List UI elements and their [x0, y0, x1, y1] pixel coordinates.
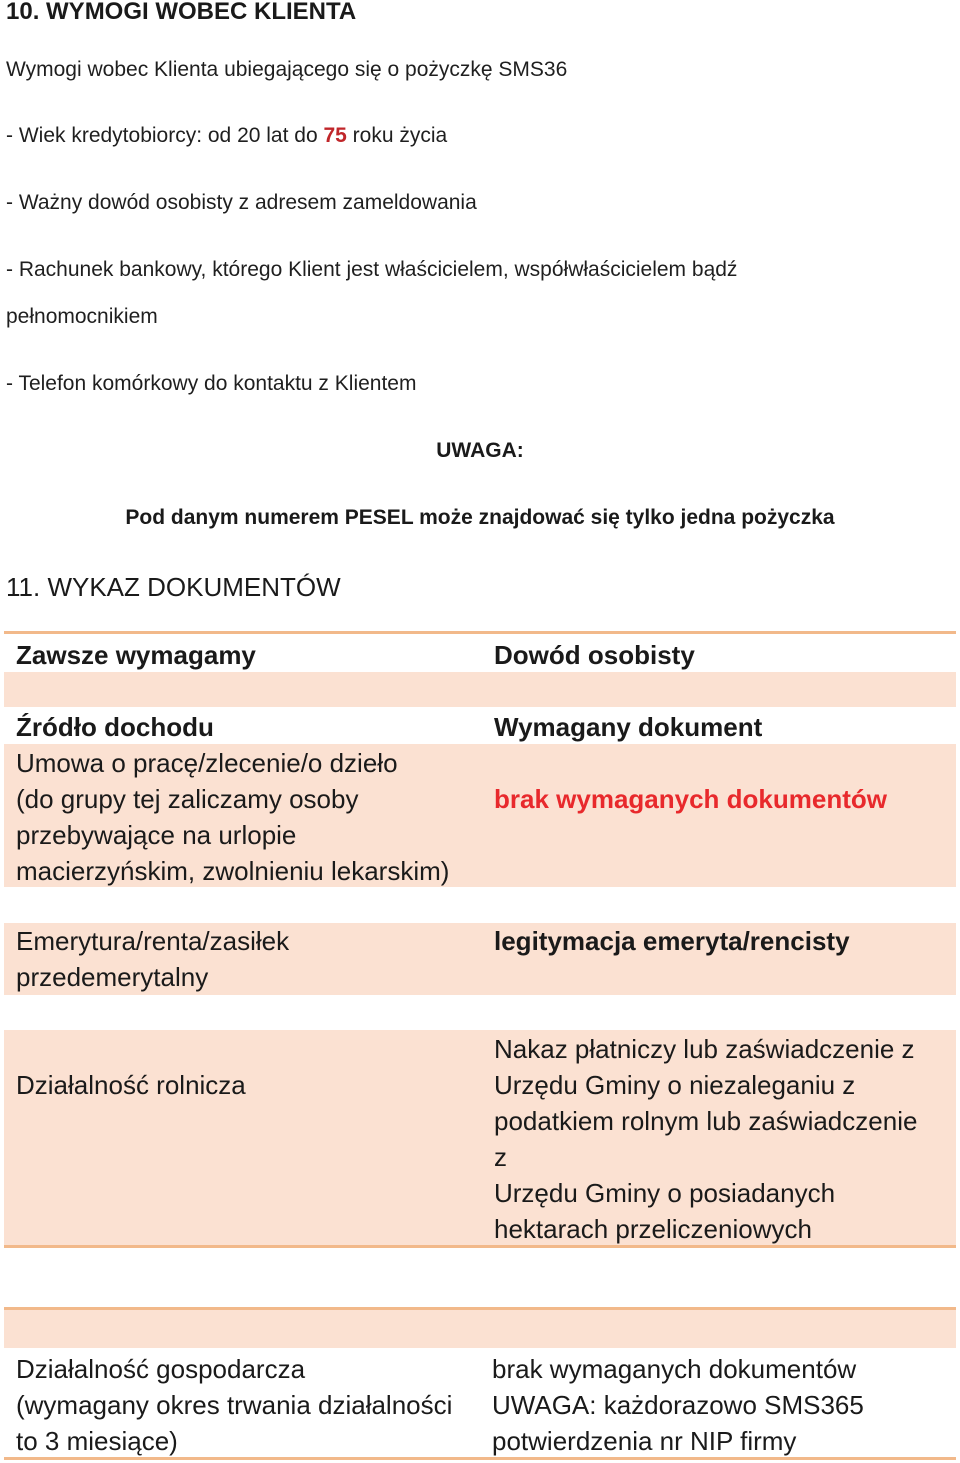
table-header-row	[4, 707, 956, 745]
agriculture-doc-line: Urzędu Gminy o posiadanych	[494, 1178, 836, 1208]
employment-line: Umowa o pracę/zlecenie/o dzieło	[16, 748, 398, 778]
business-doc-line: potwierdzenia nr NIP firmy	[492, 1426, 797, 1456]
employment-document: brak wymaganych dokumentów	[494, 784, 887, 814]
phone-requirement: - Telefon komórkowy do kontaktu z Klientem	[6, 372, 417, 395]
business-line: (wymagany okres trwania działalności	[16, 1390, 453, 1420]
agriculture-row	[4, 1030, 956, 1248]
age-max-value: 75	[323, 124, 347, 147]
age-requirement	[6, 124, 447, 148]
pension-line: Emerytura/renta/zasiłek	[16, 926, 290, 956]
agriculture-doc-line: podatkiem rolnym lub zaświadczenie	[494, 1106, 918, 1136]
income-source-header: Źródło dochodu	[16, 712, 214, 742]
agriculture-doc-line: Nakaz płatniczy lub zaświadczenie z	[494, 1034, 915, 1064]
pension-row	[4, 923, 956, 995]
business-line: Działalność gospodarcza	[16, 1354, 306, 1384]
agriculture-doc-line: Urzędu Gminy o niezaleganiu z	[494, 1070, 856, 1100]
agriculture-doc-line: z	[494, 1142, 507, 1172]
employment-line: (do grupy tej zaliczamy osoby	[16, 784, 359, 814]
requirements-intro: Wymogi wobec Klienta ubiegającego się o pożyczkę SMS36	[6, 58, 568, 81]
always-required-value: Dowód osobisty	[494, 640, 695, 670]
pension-document: legitymacja emeryta/rencisty	[494, 926, 850, 956]
business-line: to 3 miesiące)	[16, 1426, 178, 1456]
age-suffix: roku życia	[346, 124, 448, 147]
agriculture-doc-line: hektarach przeliczeniowych	[494, 1214, 812, 1244]
age-prefix: - Wiek kredytobiorcy: od 20 lat do	[6, 124, 324, 147]
employment-line: macierzyńskim, zwolnieniu lekarskim)	[16, 856, 450, 886]
note-label: UWAGA:	[436, 439, 524, 462]
section-11-title: 11. WYKAZ DOKUMENTÓW	[6, 572, 341, 602]
agriculture-label: Działalność rolnicza	[16, 1070, 246, 1100]
id-requirement: - Ważny dowód osobisty z adresem zameldowania	[6, 191, 477, 214]
section-10-title: 10. WYMOGI WOBEC KLIENTA	[6, 0, 357, 25]
note-text: Pod danym numerem PESEL może znajdować się tylko jedna pożyczka	[125, 506, 835, 529]
spacer-band	[4, 672, 956, 707]
required-document-header: Wymagany dokument	[494, 712, 763, 742]
pension-line: przedemerytalny	[16, 962, 209, 992]
account-requirement-line1: - Rachunek bankowy, którego Klient jest właścicielem, współwłaścicielem bądź	[6, 258, 738, 281]
employment-line: przebywające na urlopie	[16, 820, 297, 850]
always-required-row	[4, 631, 956, 672]
always-required-label: Zawsze wymagamy	[16, 640, 256, 670]
business-doc-line: brak wymaganych dokumentów	[492, 1354, 857, 1384]
employment-row	[4, 744, 956, 887]
spacer-band	[4, 1310, 956, 1348]
account-requirement-line2: pełnomocnikiem	[6, 305, 158, 328]
business-row	[4, 1350, 956, 1460]
business-doc-line: UWAGA: każdorazowo SMS365	[492, 1390, 864, 1420]
